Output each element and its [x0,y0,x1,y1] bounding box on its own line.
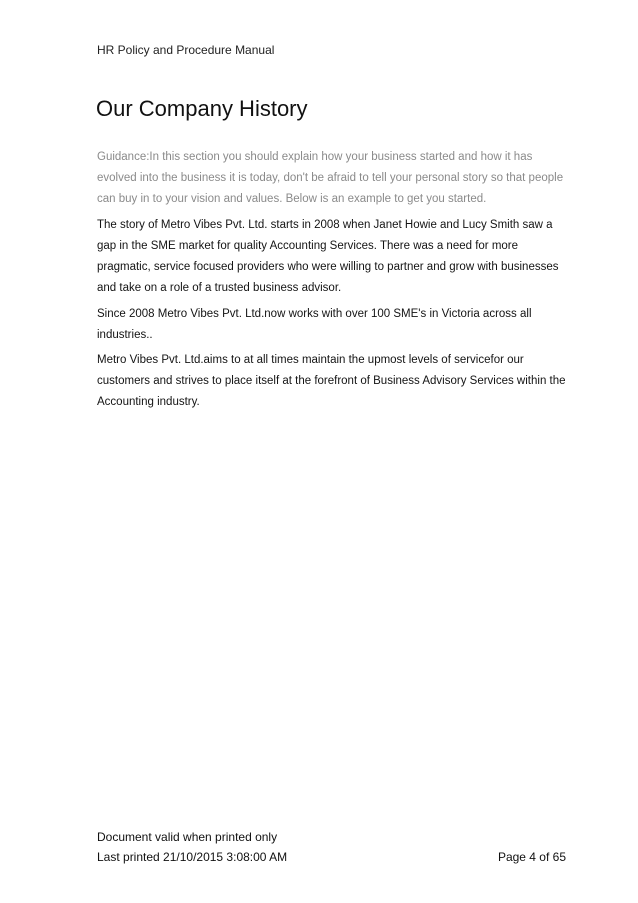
history-paragraph-3: Metro Vibes Pvt. Ltd.aims to at all times maintain the upmost levels of servicefor our customers and strives to place itself at the forefront of Business Advisory Services within the Accounting industry. [97,354,566,408]
guidance-text: Guidance:In this section you should explain how your business started and how it has evolved into the business it is today, don't be afraid to tell your personal story so that people can buy in to your vision and values. Below is an example to get you started. [97,151,564,205]
footer-validity-note: Document valid when printed only [97,830,278,844]
section-heading: Our Company History [96,96,308,121]
manual-title: HR Policy and Procedure Manual [97,43,275,57]
footer-last-printed: Last printed 21/10/2015 3:08:00 AM [97,850,288,864]
history-paragraph-1: The story of Metro Vibes Pvt. Ltd. starts in 2008 when Janet Howie and Lucy Smith saw a gap in the SME market for quality Accounting Services. There was a need for more pragmatic, service focused providers who were willing to partner and grow with businesses and take on a role of a trusted business advisor. [97,219,559,294]
footer-page-indicator: Page 4 of 65 [497,850,566,864]
history-paragraph-2: Since 2008 Metro Vibes Pvt. Ltd.now works with over 100 SME's in Victoria across all industries.. [97,308,532,341]
